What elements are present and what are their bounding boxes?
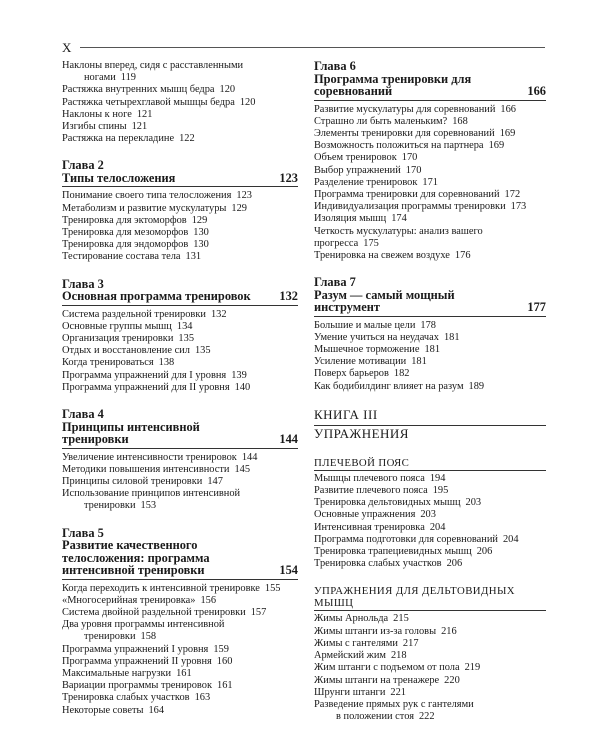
toc-entry-text: Индивидуализация программы тренировки (314, 201, 506, 213)
toc-entry[interactable] (62, 97, 298, 109)
toc-entry[interactable] (314, 473, 546, 485)
toc-entry-text: Вариации программы тренировок (62, 680, 213, 692)
toc-entry[interactable] (62, 500, 298, 512)
toc-entry-page: 204 (502, 533, 519, 545)
chapter-page: 123 (279, 170, 298, 185)
toc-entry-text: тренировки (84, 500, 136, 512)
toc-entry[interactable] (62, 644, 298, 656)
toc-entry-page: 139 (231, 369, 247, 381)
toc-entry-page: 219 (464, 662, 481, 674)
toc-entry-text: Интенсивная тренировка (314, 521, 425, 533)
toc-entry-text: Отдых и восстановление сил (62, 345, 190, 357)
toc-entry-page: 178 (420, 319, 436, 331)
toc-entry-text: Умение учиться на неудачах (314, 331, 439, 343)
toc-entry[interactable] (62, 109, 298, 121)
toc-entry[interactable] (314, 497, 546, 509)
toc-entry[interactable] (62, 488, 298, 500)
toc-entry-text: Армейский жим (314, 650, 386, 662)
toc-entry-page: 203 (465, 497, 482, 509)
chapter-rule (62, 579, 298, 580)
toc-entry-text: Система двойной раздельной тренировки (62, 606, 246, 618)
toc-entry-text: Программа тренировки для соревнований (314, 188, 500, 200)
toc-entry[interactable] (62, 631, 298, 643)
chapter-title: Разум — самый мощный инструмент (314, 287, 455, 315)
chapter-label: Глава 5 (62, 525, 104, 540)
toc-entry-page: 169 (488, 140, 505, 152)
toc-entry-page: 122 (179, 133, 195, 145)
toc-entry-page: 189 (468, 380, 485, 392)
chapter-title: Типы телосложения (62, 170, 176, 185)
toc-entry-text: Программа упражнений II уровня (62, 655, 212, 667)
toc-entry-text: Жимы штанги из-за головы (314, 625, 437, 637)
toc-entry-page: 153 (140, 500, 157, 512)
chapter-heading[interactable] (314, 276, 546, 314)
toc-entry-text: Растяжка внутренних мышц бедра (62, 84, 215, 96)
chapter-title: Программа тренировки для соревнований (314, 71, 472, 98)
toc-entry-text: Мышцы плечевого пояса (314, 472, 425, 484)
chapter-rule (62, 448, 298, 449)
toc-entry-page: 119 (120, 72, 136, 84)
toc-entry-page: 172 (504, 188, 521, 200)
toc-entry[interactable] (314, 332, 546, 344)
toc-entry-text: Страшно ли быть маленьким? (314, 115, 448, 127)
toc-entry-page: 171 (422, 176, 438, 188)
toc-entry-text: Тренировка слабых участков (314, 558, 442, 570)
toc-entry[interactable] (62, 692, 298, 704)
toc-entry[interactable] (314, 213, 546, 225)
section-rule (314, 470, 546, 471)
toc-entry-page: 220 (444, 674, 460, 686)
toc-entry-page: 132 (210, 308, 227, 320)
toc-entry-text: Объем тренировок (314, 152, 397, 164)
toc-entry[interactable] (62, 321, 298, 333)
toc-entry-page: 176 (454, 249, 471, 261)
toc-entry-text: Тренировка дельтовидных мышц (314, 497, 461, 509)
toc-entry-page: 121 (136, 108, 153, 120)
toc-right-column (314, 60, 546, 723)
toc-entry-page: 218 (390, 650, 407, 662)
toc-entry-page: 222 (418, 711, 435, 723)
toc-entry[interactable] (314, 152, 546, 164)
toc-entry-page: 169 (499, 127, 516, 139)
toc-entry-page: 129 (231, 202, 247, 214)
toc-entry[interactable] (314, 356, 546, 368)
toc-entry-page: 221 (390, 686, 406, 698)
chapter-page: 166 (527, 84, 546, 98)
toc-entry-text: Разведение прямых рук с гантелями (314, 698, 474, 710)
toc-entry[interactable] (62, 333, 298, 345)
toc-entry[interactable] (314, 116, 546, 128)
toc-entry-text: «Многосерийная тренировка» (62, 594, 196, 606)
toc-entry[interactable] (62, 656, 298, 668)
section-heading[interactable]: ПЛЕЧЕВОЙ ПОЯС (314, 456, 410, 469)
toc-entry-page: 173 (510, 201, 527, 213)
toc-entry-page: 135 (194, 345, 211, 357)
chapter-rule (314, 316, 546, 317)
chapter-heading[interactable] (62, 527, 298, 577)
toc-entry[interactable] (62, 72, 298, 84)
chapter-rule (314, 100, 546, 101)
toc-entry-text: Тестирование состава тела (62, 251, 181, 263)
toc-entry-text: Организация тренировки (62, 333, 174, 345)
toc-entry-page: 145 (234, 463, 251, 475)
toc-entry-text: Как бодибилдинг влияет на разум (314, 380, 464, 392)
toc-entry[interactable] (314, 344, 546, 356)
toc-entry-page: 156 (200, 594, 217, 606)
toc-entry-text: Программа упражнений для II уровня (62, 381, 230, 393)
chapter-heading[interactable] (62, 278, 298, 303)
toc-entry-text: Большие и малые цели (314, 319, 416, 331)
toc-entry-text: Использование принципов интенсивной (62, 488, 241, 500)
toc-entry-page: 120 (219, 84, 236, 96)
chapter-rule (62, 305, 298, 306)
toc-entry-text: Метаболизм и развитие мускулатуры (62, 202, 227, 214)
toc-entry-text: Понимание своего типа телосложения (62, 190, 232, 202)
toc-entry[interactable] (62, 680, 298, 692)
toc-entry[interactable] (314, 201, 546, 213)
toc-entry-text: Тренировка трапециевидных мышц (314, 546, 472, 558)
toc-entry-page: 168 (452, 115, 468, 127)
toc-entry[interactable] (314, 546, 546, 558)
chapter-title: Принципы интенсивной тренировки (62, 419, 200, 447)
toc-entry-text: Основные группы мышц (62, 320, 172, 332)
toc-entry-page: 181 (411, 356, 427, 368)
toc-entry-text: Наклоны вперед, сидя с расставленными (62, 60, 244, 71)
book-heading (314, 407, 546, 442)
toc-entry[interactable] (62, 84, 298, 96)
toc-entry-text: Основные упражнения (314, 509, 416, 521)
toc-entry-text: Когда переходить к интенсивной тренировке (62, 582, 260, 594)
toc-entry-page: 120 (239, 96, 256, 108)
toc-entry[interactable] (314, 485, 546, 497)
toc-entry-page: 131 (185, 251, 202, 263)
chapter-heading[interactable] (314, 60, 546, 98)
toc-entry-page: 170 (405, 164, 422, 176)
toc-entry-text: Растяжка четырехглавой мышцы бедра (62, 96, 235, 108)
toc-entry-page: 147 (207, 475, 223, 487)
toc-entry-page: 144 (241, 451, 258, 463)
toc-entry[interactable] (62, 227, 298, 239)
toc-entry-page: 159 (213, 643, 229, 655)
toc-entry[interactable] (62, 203, 298, 215)
toc-entry[interactable] (314, 522, 546, 534)
toc-entry-page: 215 (393, 613, 409, 625)
toc-entry[interactable] (314, 226, 546, 250)
toc-entry[interactable] (62, 345, 298, 357)
toc-entry[interactable] (314, 613, 546, 625)
section-heading[interactable]: УПРАЖНЕНИЯ ДЛЯ ДЕЛЬТОВИДНЫХ МЫШЦ (314, 585, 515, 610)
toc-entry-text: тренировки (84, 631, 136, 643)
toc-entry-text: Жимы Арнольда (314, 613, 389, 625)
toc-entry[interactable] (62, 251, 298, 263)
toc-entry[interactable] (62, 60, 298, 72)
chapter-label: Глава 4 (62, 407, 104, 422)
toc-entry[interactable] (62, 607, 298, 619)
toc-entry-text: Четкость мускулатуры: анализ вашего прогресса (314, 225, 483, 249)
toc-entry[interactable] (314, 509, 546, 521)
toc-entry-text: Тренировка для эктоморфов (62, 214, 187, 226)
toc-entry-text: Программа упражнений для I уровня (62, 369, 227, 381)
toc-entry-page: 155 (264, 582, 281, 594)
toc-entry-text: Изоляция мышц (314, 213, 387, 225)
toc-entry[interactable] (62, 190, 298, 202)
toc-entry-text: Поверх барьеров (314, 368, 389, 380)
toc-entry[interactable] (62, 370, 298, 382)
toc-entry-page: 194 (429, 472, 446, 484)
toc-entry-text: ногами (84, 72, 116, 84)
chapter-label: Глава 3 (62, 276, 104, 291)
toc-entry[interactable] (314, 638, 546, 650)
toc-entry-page: 181 (443, 331, 460, 343)
book-title: КНИГА III (314, 406, 378, 422)
toc-entry-text: Система раздельной тренировки (62, 308, 206, 320)
chapter-label: Глава 6 (314, 59, 356, 73)
toc-entry-text: Развитие мускулатуры для соревнований (314, 103, 496, 115)
toc-entry-text: Жим штанги с подъемом от пола (314, 662, 460, 674)
book-subtitle: УПРАЖНЕНИЯ (314, 425, 409, 441)
toc-entry[interactable] (314, 140, 546, 152)
toc-entry[interactable] (62, 121, 298, 133)
section-rule (314, 610, 546, 611)
toc-entry-text: Максимальные нагрузки (62, 668, 172, 679)
toc-entry[interactable] (62, 452, 298, 464)
toc-entry[interactable] (314, 558, 546, 570)
toc-entry[interactable] (62, 464, 298, 476)
toc-entry-text: в положении стоя (336, 711, 414, 723)
toc-entry-text: Увеличение интенсивности тренировок (62, 451, 237, 463)
toc-entry-page: 121 (131, 121, 148, 133)
toc-entry[interactable] (314, 104, 546, 116)
toc-entry[interactable] (314, 177, 546, 189)
toc-entry[interactable] (62, 476, 298, 488)
toc-entry[interactable] (314, 189, 546, 201)
toc-left-column (62, 60, 298, 717)
toc-entry-text: Развитие плечевого пояса (314, 485, 428, 497)
toc-entry[interactable] (62, 309, 298, 321)
toc-entry-text: Изгибы спины (62, 121, 127, 133)
toc-entry-page: 161 (176, 668, 192, 679)
toc-entry-page: 175 (363, 237, 379, 249)
toc-entry-page: 163 (194, 692, 211, 704)
toc-entry-text: Наклоны к ноге (62, 108, 132, 120)
chapter-page: 144 (279, 432, 298, 447)
toc-entry-page: 166 (500, 103, 516, 115)
toc-entry-page: 195 (432, 485, 449, 497)
toc-entry[interactable] (62, 133, 298, 145)
chapter-label: Глава 2 (62, 158, 104, 173)
toc-entry-page: 130 (193, 227, 209, 239)
toc-entry-text: Когда тренироваться (62, 357, 154, 369)
toc-entry-text: Мышечное торможение (314, 344, 420, 356)
chapter-rule (62, 186, 298, 187)
toc-entry-page: 161 (217, 680, 233, 692)
toc-entry[interactable] (62, 705, 298, 717)
toc-entry-page: 160 (216, 655, 233, 667)
toc-entry-page: 157 (250, 606, 267, 618)
toc-entry-text: Жимы с гантелями (314, 637, 398, 649)
toc-entry-text: Некоторые советы (62, 704, 144, 716)
toc-entry-text: Возможность положиться на партнера (314, 140, 484, 152)
toc-entry-text: Тренировка слабых участков (62, 692, 190, 704)
toc-entry-page: 129 (191, 214, 208, 226)
toc-entry-page: 130 (193, 239, 209, 251)
toc-entry-text: Методики повышения интенсивности (62, 463, 230, 475)
toc-entry-text: Программа упражнений I уровня (62, 643, 209, 655)
chapter-label: Глава 7 (314, 275, 356, 290)
toc-entry[interactable] (314, 699, 546, 711)
toc-entry-text: Элементы тренировки для соревнований (314, 127, 495, 139)
toc-entry[interactable] (314, 626, 546, 638)
toc-entry[interactable] (62, 357, 298, 369)
toc-entry[interactable] (62, 215, 298, 227)
toc-entry-page: 140 (234, 381, 251, 393)
toc-entry[interactable] (314, 711, 546, 723)
toc-entry[interactable] (62, 619, 298, 631)
toc-entry[interactable] (314, 368, 546, 380)
toc-entry[interactable] (314, 250, 546, 262)
toc-entry-page: 206 (476, 546, 493, 558)
toc-entry[interactable] (62, 382, 298, 394)
toc-entry[interactable] (314, 662, 546, 674)
chapter-page: 132 (279, 289, 298, 304)
toc-entry-page: 138 (158, 357, 175, 369)
toc-entry[interactable] (62, 595, 298, 607)
toc-entry-text: Тренировка для эндоморфов (62, 239, 189, 251)
toc-entry[interactable] (62, 583, 298, 595)
toc-entry-text: Усиление мотивации (314, 356, 407, 368)
toc-entry-text: Жимы штанги на тренажере (314, 674, 440, 686)
toc-entry-page: 164 (148, 704, 165, 716)
toc-entry[interactable] (314, 650, 546, 662)
chapter-page: 177 (527, 300, 546, 315)
toc-entry[interactable] (62, 668, 298, 680)
chapter-page: 154 (279, 563, 298, 578)
toc-entry-text: Принципы силовой тренировки (62, 475, 203, 487)
toc-entry-text: Растяжка на перекладине (62, 133, 175, 145)
toc-entry-page: 134 (176, 320, 193, 332)
toc-entry[interactable] (314, 675, 546, 687)
chapter-title: Основная программа тренировок (62, 289, 251, 304)
toc-entry-page: 203 (420, 509, 436, 521)
toc-entry-text: Шрунги штанги (314, 686, 386, 698)
toc-entry[interactable] (314, 381, 546, 393)
toc-entry[interactable] (314, 128, 546, 140)
toc-entry-text: Программа подготовки для соревнований (314, 533, 498, 545)
toc-entry-page: 181 (424, 344, 441, 356)
toc-entry-text: Тренировка на свежем воздухе (314, 249, 450, 261)
toc-entry[interactable] (314, 687, 546, 699)
toc-entry-page: 206 (446, 558, 463, 570)
toc-entry[interactable] (314, 165, 546, 177)
chapter-title: Развитие качественного телосложения: программа интенсивной тренировки (62, 538, 210, 578)
toc-entry-page: 174 (391, 213, 407, 225)
toc-entry-page: 216 (441, 625, 457, 637)
toc-entry-text: Разделение тренировок (314, 176, 418, 188)
toc-entry-page: 158 (140, 631, 157, 643)
toc-entry[interactable] (314, 534, 546, 546)
page-label: X (62, 40, 72, 55)
toc-entry-page: 217 (402, 637, 419, 649)
toc-entry[interactable] (314, 320, 546, 332)
toc-entry[interactable] (62, 239, 298, 251)
toc-entry-text: Выбор упражнений (314, 164, 401, 176)
toc-entry-page: 135 (178, 333, 195, 345)
toc-entry-page: 204 (429, 521, 446, 533)
toc-entry-text: Два уровня программы интенсивной (62, 619, 225, 631)
toc-entry-page: 170 (401, 152, 418, 164)
toc-entry-page: 182 (393, 368, 410, 380)
chapter-heading[interactable] (62, 159, 298, 184)
top-rule (80, 47, 545, 48)
toc-entry-text: Тренировка для мезоморфов (62, 227, 189, 239)
chapter-heading[interactable] (62, 408, 298, 446)
toc-entry-page: 123 (236, 190, 252, 202)
